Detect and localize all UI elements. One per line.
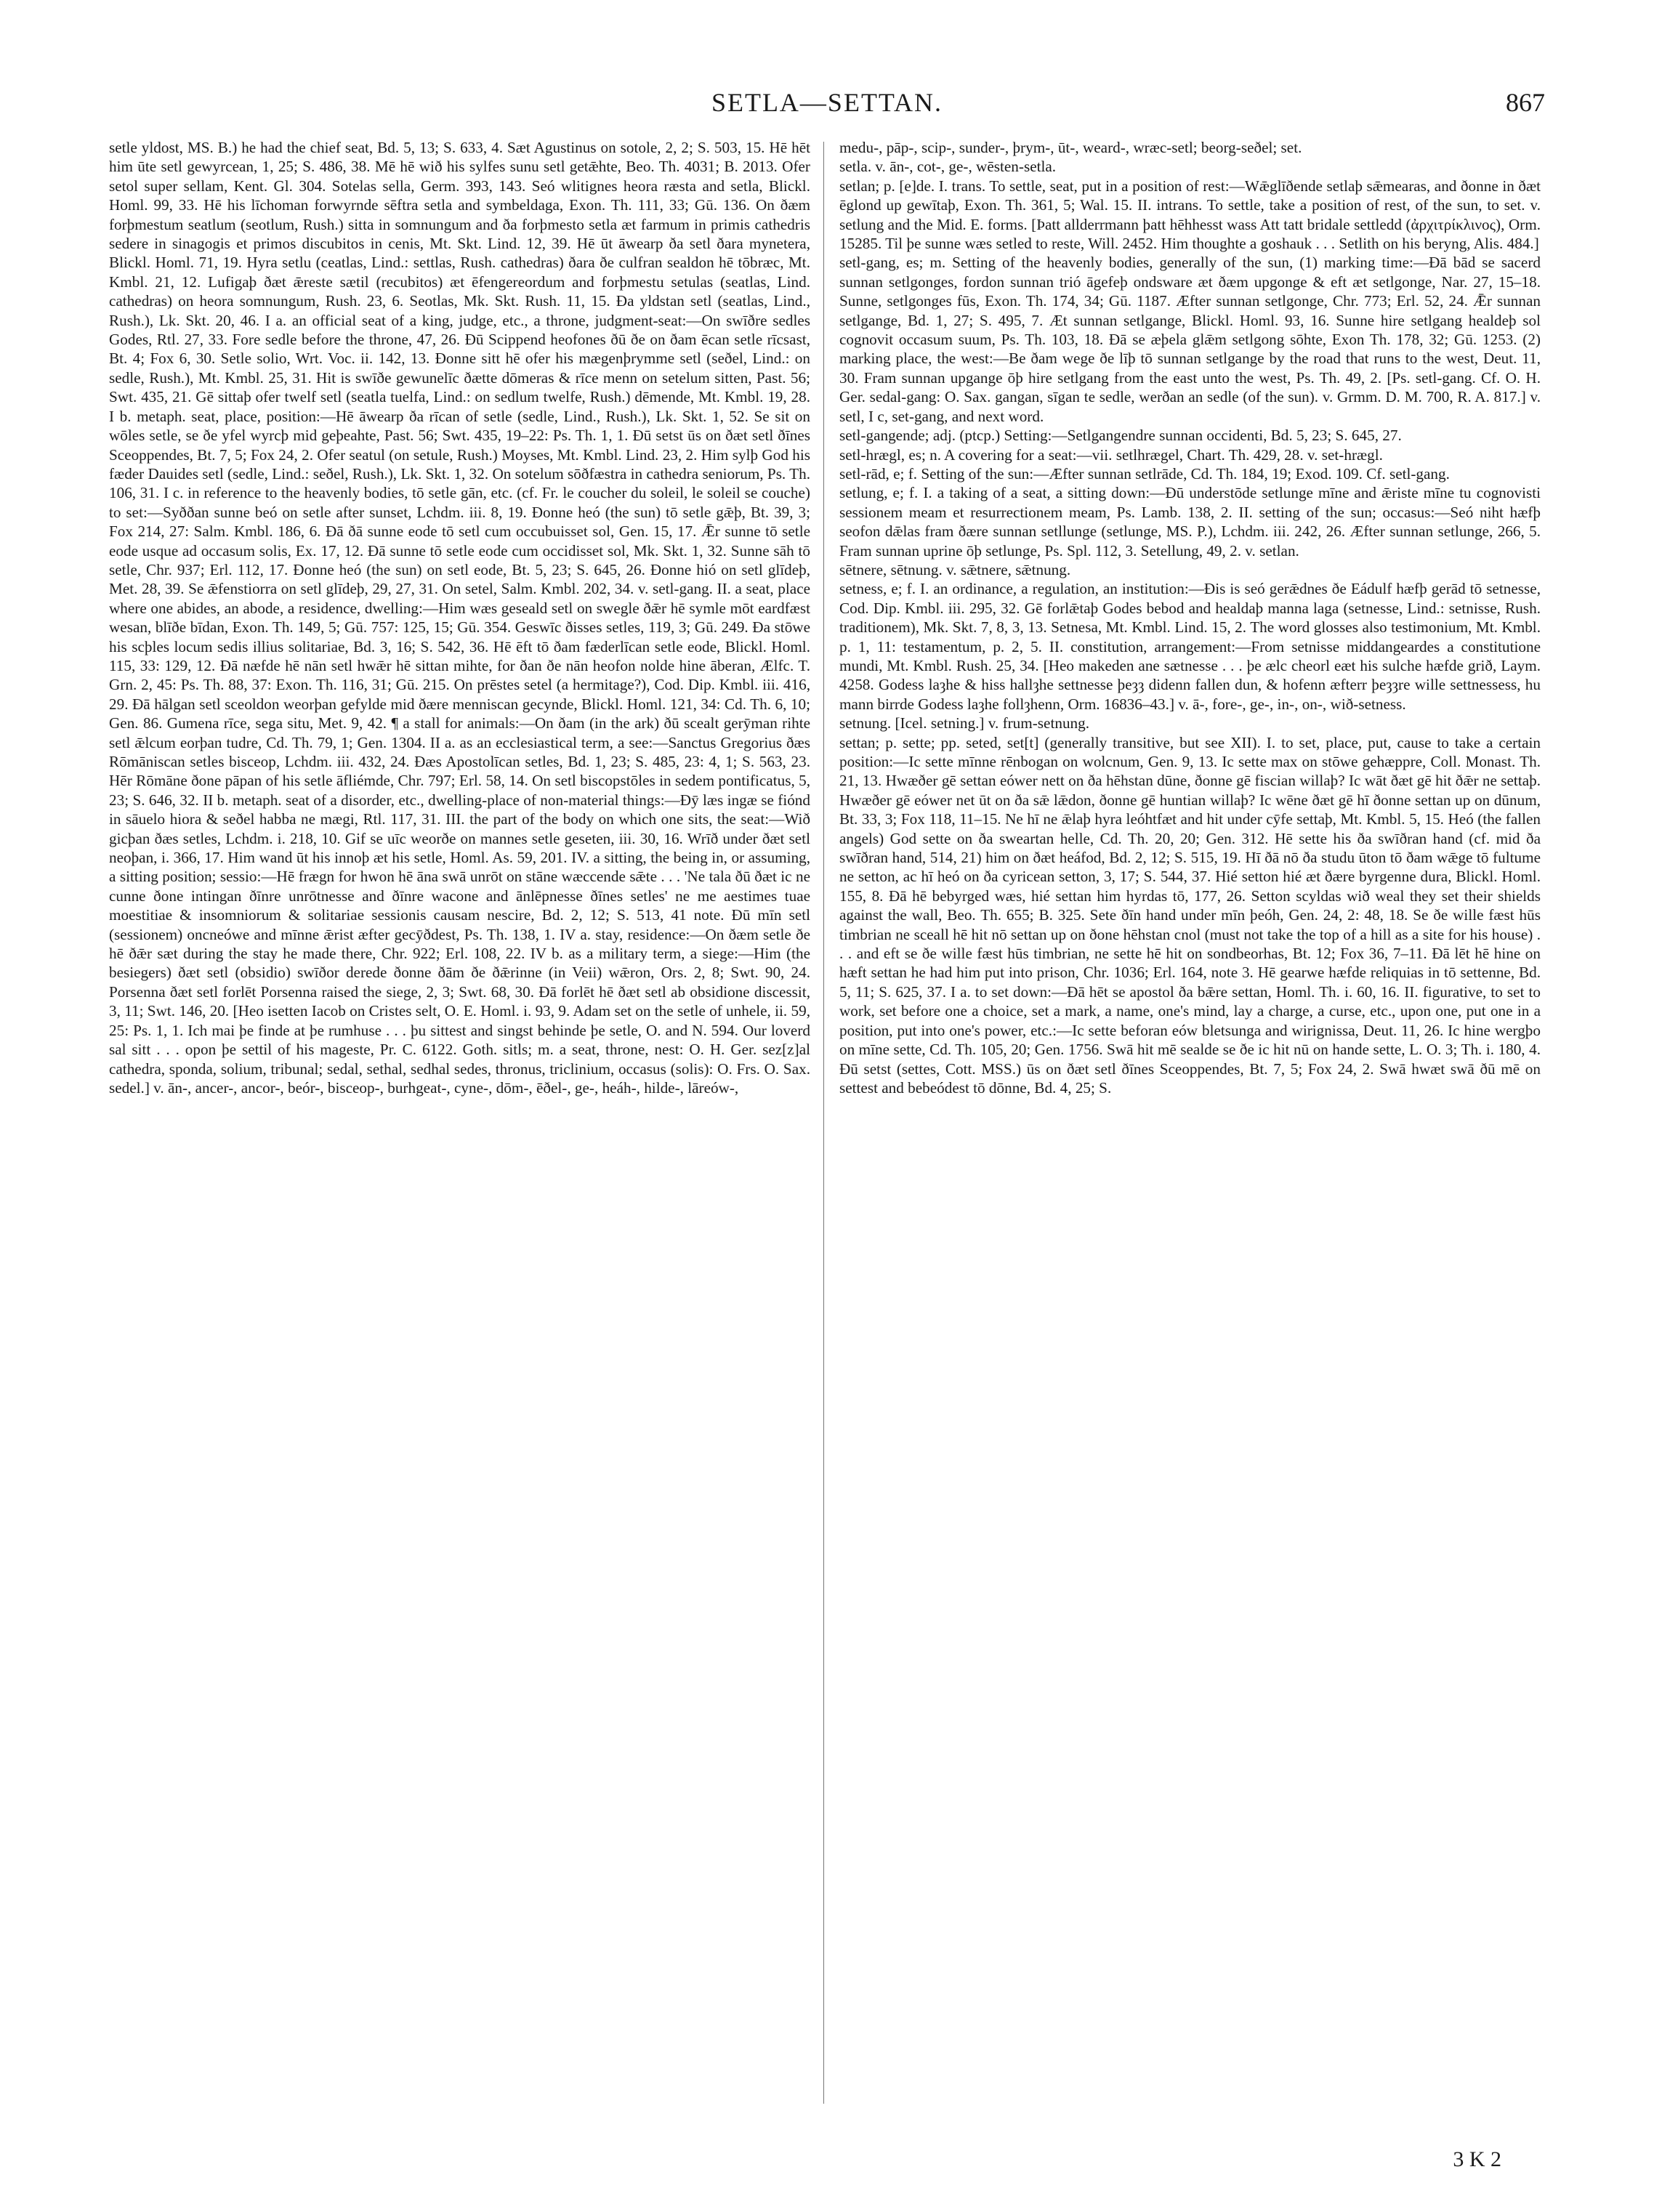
entry-setnere: sētnere, sētnung. v. sǣtnere, sǣtnung. xyxy=(839,560,1071,578)
entry-setl-hraegl: setl-hrægl, es; n. A covering for a seat:—vii. setlhrægel, Chart. Th. 429, 28. v. set-hrægl. xyxy=(839,445,1383,464)
columns xyxy=(109,138,1541,2115)
signature-mark: 3 K 2 xyxy=(1453,2147,1501,2171)
entry-setness: setness, e; f. I. an ordinance, a regulation, an institution:—Ðis is seó gerǣdnes ðe Eádulf hæfþ gerād tō setnesse, Cod. Dip. Kmbl. iii. 295, 32. Gē forlǣtaþ Godes bebod and healdaþ manna laga (setnesse, Lind.: setnisse, Rush. traditionem), Mk. Skt. 7, 8, 3, 13. Setnesa, Mt. Kmbl. Lind. 15, 2. The word glosses also testimonium, Mt. Kmbl. p. 1, 11: testamentum, p. 2, 5. II. constitution, arrangement:—From setnisse middangeardes a constitutione mundi, Mt. Kmbl. Rush. 25, 34. [Heo makeden ane sætnesse . . . þe ælc cheorl eæt his sulche hæfde grið, Laym. 4258. Godess laȝhe & hiss hallȝhe settnesse þeȝȝ didenn fallen dun, & hofenn æfterr þeȝȝre wille settnessess, hu mann birrde Godess laȝhe follȝhenn, Orm. 16836–43.] v. ā-, fore-, ge-, in-, on-, wið-setness. xyxy=(839,580,1541,713)
entry-medu: medu-, pāp-, scip-, sunder-, þrym-, ūt-, weard-, wræc-setl; beorg-seðel; set. xyxy=(839,139,1302,156)
entry-settan: settan; p. sette; pp. seted, set[t] (generally transitive, but see XII). I. to set, place, put, cause to take a certain position:—Ic sette mīnne rēnbogan on wolcnum, Gen. 9, 13. Ic sette max on stōwe gehæppre, Coll. Monast. Th. 21, 13. Hwæðer gē settan eówer nett on ða hēhstan dūne, ðonne gē fiscian willaþ? Ic wāt ðæt gē hit ðǣr ne settaþ. Hwæðer gē eówer net ūt on ða sǣ lǣdon, ðonne gē huntian willaþ? Ic wēne ðæt gē hī ðonne settan up on dūnum, Bt. 33, 3; Fox 118, 11–15. Ne hī ne ǣlaþ hyra leóhtfæt and hit under cȳfe settaþ, Mt. Kmbl. 5, 15. Heó (the fallen angels) God sette on ða sweartan helle, Cd. Th. 20, 20; Gen. 312. Hē sette his ða swīðran hand (cf. mid ða swīðran hand, 514, 21) him on ðæt heáfod, Bd. 2, 12; S. 515, 19. Hī ðā nō ða studu ūton tō ðam wǣge tō fultume ne setton, ac hī heó on ða cyricean setton, 3, 17; S. 544, 37. Hié setton hié æt ðære byrgenne dura, Blickl. Homl. 155, 8. Ðā hē bebyrged wæs, hié settan him hyrdas tō, 177, 26. Setton scyldas wið weal they set their shields against the wall, Beo. Th. 655; B. 325. Sete ðīn hand under mīn þeóh, Gen. 24, 2: 48, 18. Se ðe wille fæst hūs timbrian ne sceall hē hit nō settan up on ðone hēhstan cnol (must not take the top of a hill as a site for his house) . . . and eft se ðe wille fæst hūs timbrian, ne sette hē hit on sondbeorhas, Bt. 12; Fox 36, 7–11. Ðā lēt hē hine on hæft settan he had him put into prison, Chr. 1036; Erl. 164, note 3. Hē gearwe hæfde reliquias in tō settenne, Bd. 5, 11; S. 625, 37. I a. to set down:—Ðā hēt se apostol ða bǣre settan, Homl. Th. i. 60, 16. II. figurative, to set to work, set before one a choice, set a mark, a name, one's mind, lay a charge, a curse, etc., upon one, put one in a position, put into one's power, etc.:—Ic sette beforan eów bletsunga and wirignissa, Deut. 11, 26. Ic hine wergþo on mīne sette, Cd. Th. 105, 20; Gen. 1756. Swā hit mē sealde se ðe ic hit nū on hande sette, L. O. 3; Th. i. 180, 4. Ðū setst (settes, Cott. MSS.) ūs on ðæt setl ðīnes Sceoppendes, Bt. 7, 5; Fox 24, 2. Swā hwæt swā ðū mē on settest and bebeódest tō dōnne, Bd. 4, 25; S. xyxy=(839,733,1541,1097)
entry-setl-gangende: setl-gangende; adj. (ptcp.) Setting:—Setlgangendre sunnan occidenti, Bd. 5, 23; S. 645, 27. xyxy=(839,427,1402,445)
entry-setl-gang: setl-gang, es; m. Setting of the heavenly bodies, generally of the sun, (1) marking time:—Ðā bād se sacerd sunnan setlgonges, fordon sunnan trió āgefeþ ondsware æt ðæm upgonge & eft æt setlgonge, Nar. 27, 15–18. Sunne, setlgonges fūs, Exon. Th. 174, 34; Gū. 1187. Æfter sunnan setlgonge, Chr. 773; Erl. 52, 24. Ǣr sunnan setlgange, Bd. 1, 27; S. 495, 7. Æt sunnan setlgange, Blickl. Homl. 93, 16. Sunne hire setlgang healdeþ sol cognovit occasum suum, Ps. Th. 103, 18. Ðā se æþela glǣm setlgong sōhte, Exon Th. 178, 32; Gū. 1253. (2) marking place, the west:—Be ðam wege ðe līþ tō sunnan setlgange by the road that runs to the west, Deut. 11, 30. Fram sunnan upgange ōþ hire setlgang from the east unto the west, Ps. Th. 49, 2. [Ps. setl-gang. Cf. O. H. Ger. sedal-gang: O. Sax. gangan, sīgan te sedle, werðan an sedle (of the sun). v. Grmm. D. M. 700, R. A. 817.] v. setl, I c, set-gang, and next word. xyxy=(839,254,1541,425)
running-head xyxy=(109,87,1545,131)
entry-text: setle yldost, MS. B.) he had the chief seat, Bd. 5, 13; S. 633, 4. Sæt Agustinus on sotole, 2, 2; S. 503, 15. Hē hēt him ūte setl gewyrcean, 1, 25; S. 486, 38. Mē hē wið his sylfes sunu setl getǣhte, Beo. Th. 4031; B. 2013. Ofer setol super sellam, Kent. Gl. 304. Sotelas sella, Germ. 393, 143. Seó wlitignes heora ræsta and setla, Blickl. Homl. 99, 33. Hē his līchoman forwyrnde sēftra setla and symbeldaga, Exon. Th. 111, 33; Gū. 136. On ðæm forþmestum seatlum (seotlum, Rush.) sitta in somnungum and ða forþmesto setla æt farmum in primis cathedris sedere in sinagogis et primos discubitos in cenis, Mt. Skt. Lind. 12, 39. Hē ūt āwearp ða setl ðara mynetera, Blickl. Homl. 71, 19. Hyra setlu (ceatlas, Lind.: settlas, Rush. cathedras) ðara ðe culfran sealdon hē tōbræc, Mt. Kmbl. 21, 12. Lufigaþ ðæt ǣreste sætil (recubitos) æt ēfengereordum and forþmestu setulas (seatlas, Lind. cathedras) on heora somnungum, Rush. 23, 6. Seotlas, Mk. Skt. Rush. 11, 15. Ða yldstan setl (seatlas, Lind., Rush.), Lk. Skt. 20, 46. I a. an official seat of a king, judge, etc., a throne, judgment-seat:—On swīðre sedles Godes, Rtl. 27, 33. Fore sedle before the throne, 47, 26. Ðū Scippend heofones ðū ðe on ðam ēcan setle rīcsast, Bt. 4; Fox 6, 30. Setle solio, Wrt. Voc. ii. 142, 13. Ðonne sitt hē ofer his mægenþrymme setl (seðel, Lind.: on sedle, Rush.), Mt. Kmbl. 25, 31. Hit is swīðe gewunelīc ðætte dōmeras & rīce menn on setelum sitten, Past. 56; Swt. 435, 21. Gē sittaþ ofer twelf setl (seatla tuelfa, Lind.: on sedlum twelfe, Rush.) dēmende, Mt. Kmbl. 19, 28. I b. metaph. seat, place, position:—Hē āwearp ða rīcan of setle (sedle, Lind., Rush.), Lk. Skt. 1, 52. Se sit on wōles setle, se ðe yfel wyrcþ mid geþeahte, Past. 56; Swt. 435, 19–22: Ps. Th. 1, 1. Ðū setst ūs on ðæt setl ðīnes Sceoppendes, Bt. 7, 5; Fox 24, 2. Ofer seatul (on setule, Rush.) Moyses, Mt. Kmbl. Lind. 23, 2. Him sylþ God his fæder Dauides setl (sedle, Lind.: seðel, Rush.), Lk. Skt. 1, 32. On sotelum sōðfæstra in cathedra seniorum, Ps. Th. 106, 31. I c. in reference to the heavenly bodies, tō setle gān, etc. (cf. Fr. le coucher du soleil, le soleil se couche) to set:—Syððan sunne beó on setle after sunset, Lchdm. iii. 8, 19. Ðonne heó (the sun) tō setle gǣþ, Bt. 39, 3; Fox 214, 27: Salm. Kmbl. 186, 6. Ðā ðā sunne eode tō setl cum occubuisset sol, Gen. 15, 17. Ǣr sunne tō setle eode usque ad occasum solis, Ex. 17, 12. Ðā sunne tō setle eode cum occidisset sol, Mk. Skt. 1, 32. Sunne sāh tō setle, Chr. 937; Erl. 112, 17. Ðonne heó (the sun) on setl eode, Bt. 5, 23; S. 645, 26. Ðonne hió on setl glīdeþ, Met. 28, 39. Se ǣfenstiorra on setl glīdeþ, 29, 27, 31. On setel, Salm. Kmbl. 202, 34. v. setl-gang. II. a seat, place where one abides, an abode, a residence, dwelling:—Him wæs geseald setl on swegle ðǣr hē symle mōt eardfæst wesan, blīðe bīdan, Exon. Th. 149, 5; Gū. 757: 125, 15; Gū. 354. Geswīc ðisses setles, 119, 3; Gū. 249. Ða stōwe his scþles locum sedis illius solitariae, Bd. 3, 16; S. 542, 36. Hē ēft tō ðam fæderlīcan setle eode, Blickl. Homl. 115, 33: 129, 12. Ðā næfde hē nān setl hwǣr hē sittan mihte, for ðan ðe nān heofon nolde hine āberan, Ælfc. T. Grn. 2, 45: Ps. Th. 88, 37: Exon. Th. 116, 31; Gū. 215. On prēstes setel (a hermitage?), Cod. Dip. Kmbl. iii. 416, 29. Ðā hālgan setl sceoldon weorþan gefylde mid ðære menniscan gecynde, Blickl. Homl. 121, 34: Cd. Th. 6, 10; Gen. 86. Gumena rīce, sega situ, Met. 9, 42. ¶ a stall for animals:—On ðam (in the ark) ðū scealt gerȳman rihte setl ǣlcum eorþan tudre, Cd. Th. 79, 1; Gen. 1304. II a. as an ecclesiastical term, a see:—Sanctus Gregorius ðæs Rōmāniscan setles bisceop, Lchdm. iii. 432, 24. Ðæs Apostolīcan setles, Bd. 1, 23; S. 485, 23: 4, 1; S. 563, 23. Hēr Rōmāne ðone pāpan of his setle āfliémde, Chr. 797; Erl. 58, 14. On setl biscopstōles in sedem pontificatus, 5, 23; S. 646, 32. II b. metaph. seat of a disorder, etc., dwelling-place of non-material things:—Ðȳ læs ingæ se fiónd in sāuelo hiora & seðel habba ne mægi, Rtl. 117, 31. III. the part of the body on which one sits, the seat:—Wið gicþan ðæs setles, Lchdm. i. 218, 10. Gif se uīc weorðe on mannes setle geseten, iii. 30, 16. Wrīð under ðæt setl neoþan, i. 366, 17. Him wand ūt his innoþ æt his setle, Homl. As. 59, 201. IV. a sitting, the being in, or assuming, a sitting position; sessio:—Hē frægn for hwon hē āna swā unrōt on stāne wæccende sǣte . . . 'Ne tala ðū ðæt ic ne cunne ðone intingan ðīnre unrōtnesse and ðīnre wacone and ānlēpnesse ðīnes setles' ne me aestimes tuae moestitiae & insomniorum & solitariae sessionis causam nescire, Bd. 2, 12; S. 513, 41 note. Ðū mīn setl (sessionem) oncneówe and mīnne ǣrist æfter gecȳðdest, Ps. Th. 138, 1. IV a. stay, residence:—On ðæm setle ðe hē ðǣr sæt during the stay he made there, Chr. 922; Erl. 108, 22. IV b. as a military term, a siege:—Him (the besiegers) ðæt setl (obsidio) swīðor derede ðonne ðām ðe ðǣrinne (in Veii) wǣron, Ors. 2, 8; Swt. 90, 24. Porsenna ðæt setl forlēt Porsenna raised the siege, 2, 3; Swt. 68, 30. Ðā forlēt hē ðæt setl ab obsidione discessit, 3, 11; Swt. 146, 20. [Heo isetten Iacob on Cristes selt, O. E. Homl. i. 93, 9. Adam set on the setle of unhele, ii. 59, 25: Ps. 1, 1. Ich mai þe finde at þe rumhuse . . . þu sittest and singst behinde þe setle, O. and N. 594. Our loverd sal sitt . . . opon þe settil of his mageste, Pr. C. 6122. Goth. sitls; m. a seat, throne, nest: O. H. Ger. sez[z]al cathedra, sponda, solium, tribunal; sedal, sethal, sedhal sedes, thronus, triclinium, occasus (solis): O. Frs. O. Sax. sedel.] v. ān-, ancer-, ancor-, beór-, bisceop-, burhgeat-, cyne-, dōm-, ēðel-, ge-, heáh-, hilde-, lāreów-, xyxy=(109,139,810,1097)
right-column xyxy=(839,138,1541,2115)
entry-setla: setla. v. ān-, cot-, ge-, wēsten-setla. xyxy=(839,158,1057,176)
entry-setlan: setlan; p. [e]de. I. trans. To settle, seat, put in a position of rest:—Wǣglīðende setlaþ sǣmearas, and ðonne in ðæt ēglond up gewītaþ, Exon. Th. 361, 5; Wal. 15. II. intrans. To settle, take a position of rest, of the sun, to set. v. setlung and the Mid. E. forms. [Þatt allderrmann þatt hēhhesst wass Att tatt bridale settledd (ἀρχιτρίκλινος), Orm. 15285. Til þe sunne wæs setled to reste, Will. 2452. Him thoughte a goshauk . . . Setlith on his beryng, Alis. 484.] xyxy=(839,177,1541,253)
page-number: 867 xyxy=(1506,88,1545,117)
entry-setnung: setnung. [Icel. setning.] v. frum-setnung. xyxy=(839,714,1090,732)
entry-setl-rad: setl-rād, e; f. Setting of the sun:—Æfter sunnan setlrāde, Cd. Th. 184, 19; Exod. 109. Cf. setl-gang. xyxy=(839,464,1450,483)
page-title: SETLA—SETTAN. xyxy=(711,88,943,117)
entry-setlung: setlung, e; f. I. a taking of a seat, a sitting down:—Ðū understōde setlunge mīne and ǣriste mīne tu cognovisti sessionem meam et resurrectionem meam, Ps. Lamb. 138, 2. II. setting of the sun; occasus:—Seó niht hæfþ seofon dǣlas fram ðære sunnan setllunge (setlunge, MS. P.), Lchdm. iii. 242, 26. Æfter sunnan setlunge, 266, 5. Fram sunnan uprine ōþ setlunge, Ps. Spl. 112, 3. Setellung, 49, 2. v. setlan. xyxy=(839,484,1541,560)
left-column xyxy=(109,138,810,2115)
